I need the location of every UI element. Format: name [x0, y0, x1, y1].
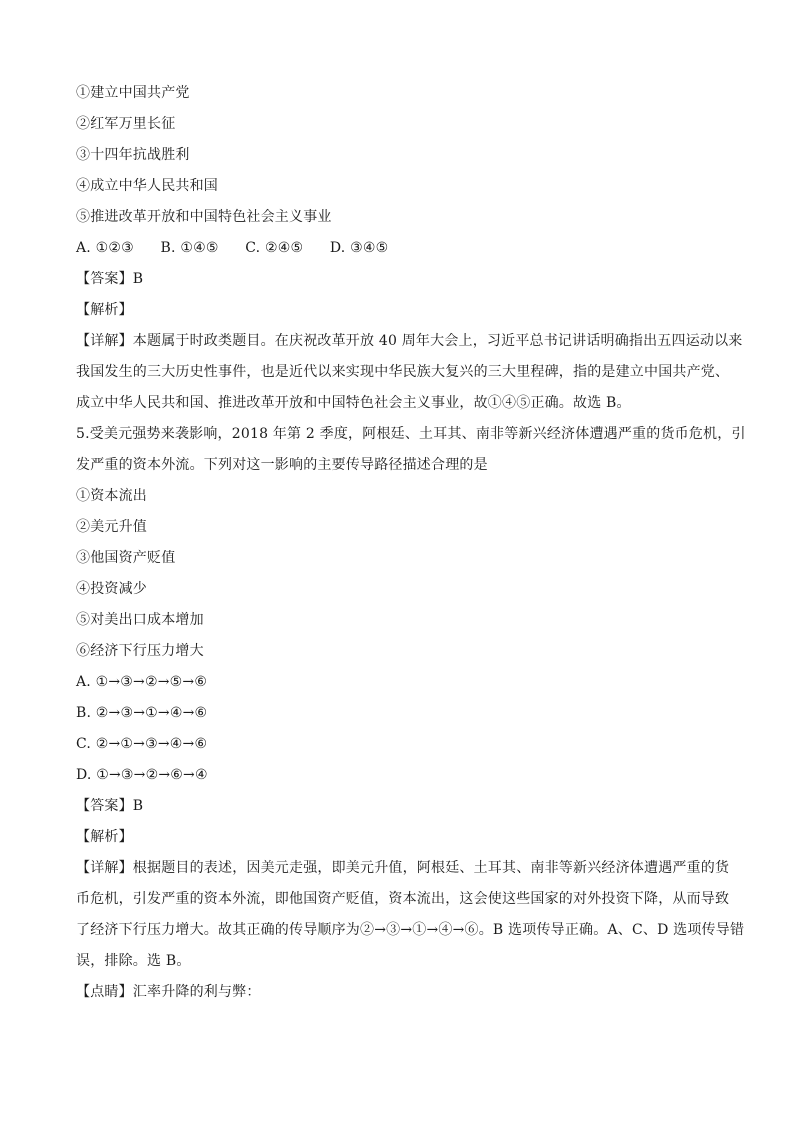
q4-option-c: C. ②④⑤	[245, 240, 304, 256]
q4-explanation	[76, 326, 743, 419]
q5-answer: 【答案】B	[76, 798, 144, 814]
q5-stem-line: 发严重的资本外流。下列对这一影响的主要传导路径描述合理的是	[76, 457, 488, 473]
q5-item-1: ①资本流出	[76, 488, 147, 504]
q5-option-d: D. ①→③→②→⑥→④	[76, 767, 208, 783]
q4-option-b: B. ①④⑤	[160, 240, 219, 256]
q5-item-3: ③他国资产贬值	[76, 550, 176, 566]
q4-item-1: ①建立中国共产党	[76, 85, 190, 101]
q4-options	[76, 233, 726, 264]
q5-option-c: C. ②→①→③→④→⑥	[76, 736, 208, 752]
q4-option-a: A. ①②③	[76, 240, 134, 256]
q4-option-d: D. ③④⑤	[329, 240, 389, 256]
q4-item-4: ④成立中华人民共和国	[76, 178, 218, 194]
q5-item-2: ②美元升值	[76, 519, 147, 535]
q5-stem	[76, 419, 746, 481]
q5-analysis-heading: 【解析】	[76, 829, 133, 845]
q4-explanation-line: 我国发生的三大历史性事件，也是近代以来实现中华民族大复兴的三大里程碑，指的是建立中国共产党、	[76, 364, 730, 380]
q5-item-6: ⑥经济下行压力增大	[76, 643, 204, 659]
q4-item-5: ⑤推进改革开放和中国特色社会主义事业	[76, 209, 332, 225]
q4-explanation-line: 成立中华人民共和国、推进改革开放和中国特色社会主义事业，故①④⑤正确。故选 B。	[76, 395, 631, 411]
q4-item-2: ②红军万里长征	[76, 116, 176, 132]
q5-explanation-line: 误，排除。选 B。	[76, 953, 191, 969]
q5-option-a: A. ①→③→②→⑤→⑥	[76, 674, 208, 690]
q5-explanation-line: 了经济下行压力增大。故其正确的传导顺序为②→③→①→④→⑥。B 选项传导正确。A、C、D 选项传导错	[76, 922, 745, 938]
q5-explanation-line: 币危机，引发严重的资本外流，即他国资产贬值，资本流出，这会使这些国家的对外投资下降，从而导致	[76, 891, 730, 907]
q5-option-b: B. ②→③→①→④→⑥	[76, 705, 208, 721]
q4-answer: 【答案】B	[76, 271, 144, 287]
q5-item-5: ⑤对美出口成本增加	[76, 612, 204, 628]
q5-explanation-line: 【详解】根据题目的表述，因美元走强，即美元升值，阿根廷、土耳其、南非等新兴经济体遭遇严重的货	[76, 860, 730, 876]
q4-analysis-heading: 【解析】	[76, 302, 133, 318]
q5-note: 【点睛】汇率升降的利与弊：	[76, 984, 261, 1000]
document-page	[76, 78, 746, 1008]
q4-explanation-line: 【详解】本题属于时政类题目。在庆祝改革开放 40 周年大会上，习近平总书记讲话明确指出五四运动以来	[76, 333, 743, 349]
q5-item-4: ④投资减少	[76, 581, 147, 597]
q4-item-3: ③十四年抗战胜利	[76, 147, 190, 163]
q5-stem-line: 5.受美元强势来袭影响，2018 年第 2 季度，阿根廷、土耳其、南非等新兴经济体遭遇严重的货币危机，引	[76, 426, 746, 442]
q5-explanation	[76, 853, 745, 977]
